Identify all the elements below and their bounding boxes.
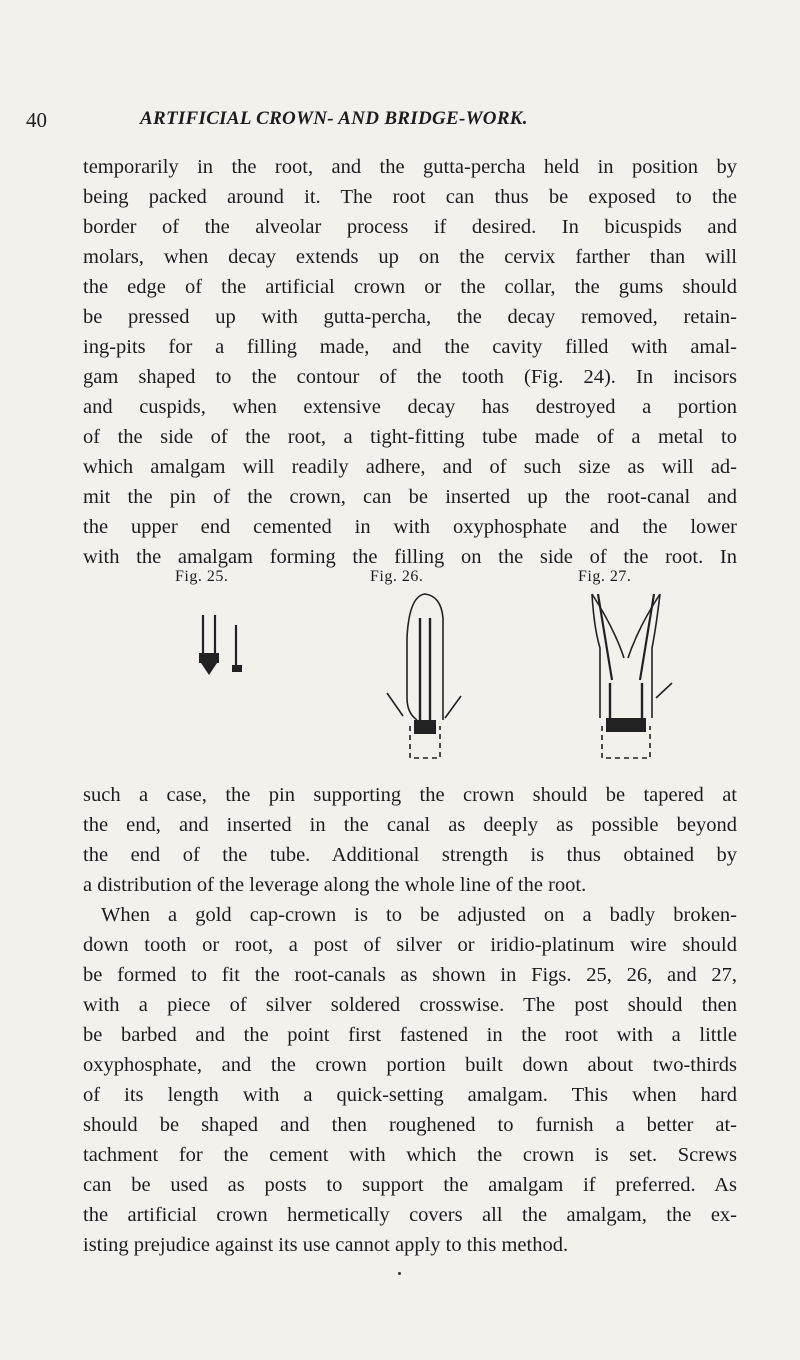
page-mark — [398, 1272, 401, 1275]
text-line: isting prejudice against its use cannot apply to this method. — [83, 1234, 569, 1256]
text-line: When a gold cap-crown is to be adjusted on a badly broken- — [101, 904, 737, 926]
post-shanks — [610, 683, 642, 718]
text-line: be formed to fit the root-canals as shown in Figs. 25, 26, and 27, — [83, 964, 737, 986]
text-line: the end of the tube. Additional strength is thus obtained by — [83, 844, 737, 866]
page-number: 40 — [26, 108, 47, 132]
text-line: of its length with a quick-setting amalgam. This when hard — [83, 1084, 737, 1106]
text-line: and cuspids, when extensive decay has destroyed a portion — [83, 396, 737, 418]
crosspiece — [199, 653, 219, 663]
text-line: with a piece of silver soldered crosswise. The post should then — [83, 994, 737, 1016]
text-line: tachment for the cement with which the crown is set. Screws — [83, 1144, 737, 1166]
crosspiece — [414, 720, 436, 734]
text-line: ing-pits for a filling made, and the cavity filled with amal- — [83, 336, 737, 358]
text-line: should be shaped and then roughened to furnish a better at- — [83, 1114, 737, 1136]
text-line: a distribution of the leverage along the whole line of the root. — [83, 874, 587, 896]
text-line: down tooth or root, a post of silver or iridio-platinum wire should — [83, 934, 737, 956]
text-line: can be used as posts to support the amalgam if preferred. As — [83, 1174, 737, 1196]
text-line: temporarily in the root, and the gutta-percha held in position by — [83, 156, 737, 178]
text-line: the end, and inserted in the canal as deeply as possible beyond — [83, 814, 737, 836]
fig-26-root-illustration — [385, 588, 495, 763]
root-outline-right — [652, 594, 660, 718]
text-line: with the amalgam forming the filling on the side of the root. In — [83, 546, 737, 568]
gum-line-right — [656, 683, 672, 698]
text-line: the upper end cemented in with oxyphosphate and the lower — [83, 516, 737, 538]
text-line: which amalgam will readily adhere, and of such size as will ad- — [83, 456, 737, 478]
text-line: being packed around it. The root can thus be exposed to the — [83, 186, 737, 208]
crosspiece — [606, 718, 646, 732]
text-line: of the side of the root, a tight-fitting tube made of a metal to — [83, 426, 737, 448]
gum-line-left — [387, 693, 403, 716]
text-line: border of the alveolar process if desired. In bicuspids and — [83, 216, 737, 238]
root-outline-left — [407, 638, 417, 720]
fig-25-caption: Fig. 25. — [175, 568, 229, 585]
text-line: the edge of the artificial crown or the collar, the gums should — [83, 276, 737, 298]
fig-27-caption: Fig. 27. — [578, 568, 632, 585]
wire-crosspiece — [232, 665, 242, 672]
post-tip — [201, 663, 217, 675]
fig-26-caption: Fig. 26. — [370, 568, 424, 585]
page-header — [26, 108, 726, 136]
fig-25-post-illustration — [196, 595, 256, 695]
text-line: oxyphosphate, and the crown portion built down about two-thirds — [83, 1054, 737, 1076]
fig-27-bicuspid-illustration — [580, 588, 690, 763]
running-head: ARTIFICIAL CROWN- AND BRIDGE-WORK. — [140, 108, 528, 129]
root-outline-left — [592, 594, 600, 718]
root-apex — [407, 594, 443, 638]
text-line: gam shaped to the contour of the tooth (Fig. 24). In incisors — [83, 366, 737, 388]
text-line: be pressed up with gutta-percha, the decay removed, retain- — [83, 306, 737, 328]
text-line: molars, when decay extends up on the cervix farther than will — [83, 246, 737, 268]
text-line: the artificial crown hermetically covers all the amalgam, the ex- — [83, 1204, 737, 1226]
text-line: be barbed and the point first fastened in the root with a little — [83, 1024, 737, 1046]
left-root-inner — [592, 594, 624, 658]
text-line: mit the pin of the crown, can be inserted up the root-canal and — [83, 486, 737, 508]
text-line: such a case, the pin supporting the crown should be tapered at — [83, 784, 737, 806]
gum-line-right — [445, 696, 461, 718]
